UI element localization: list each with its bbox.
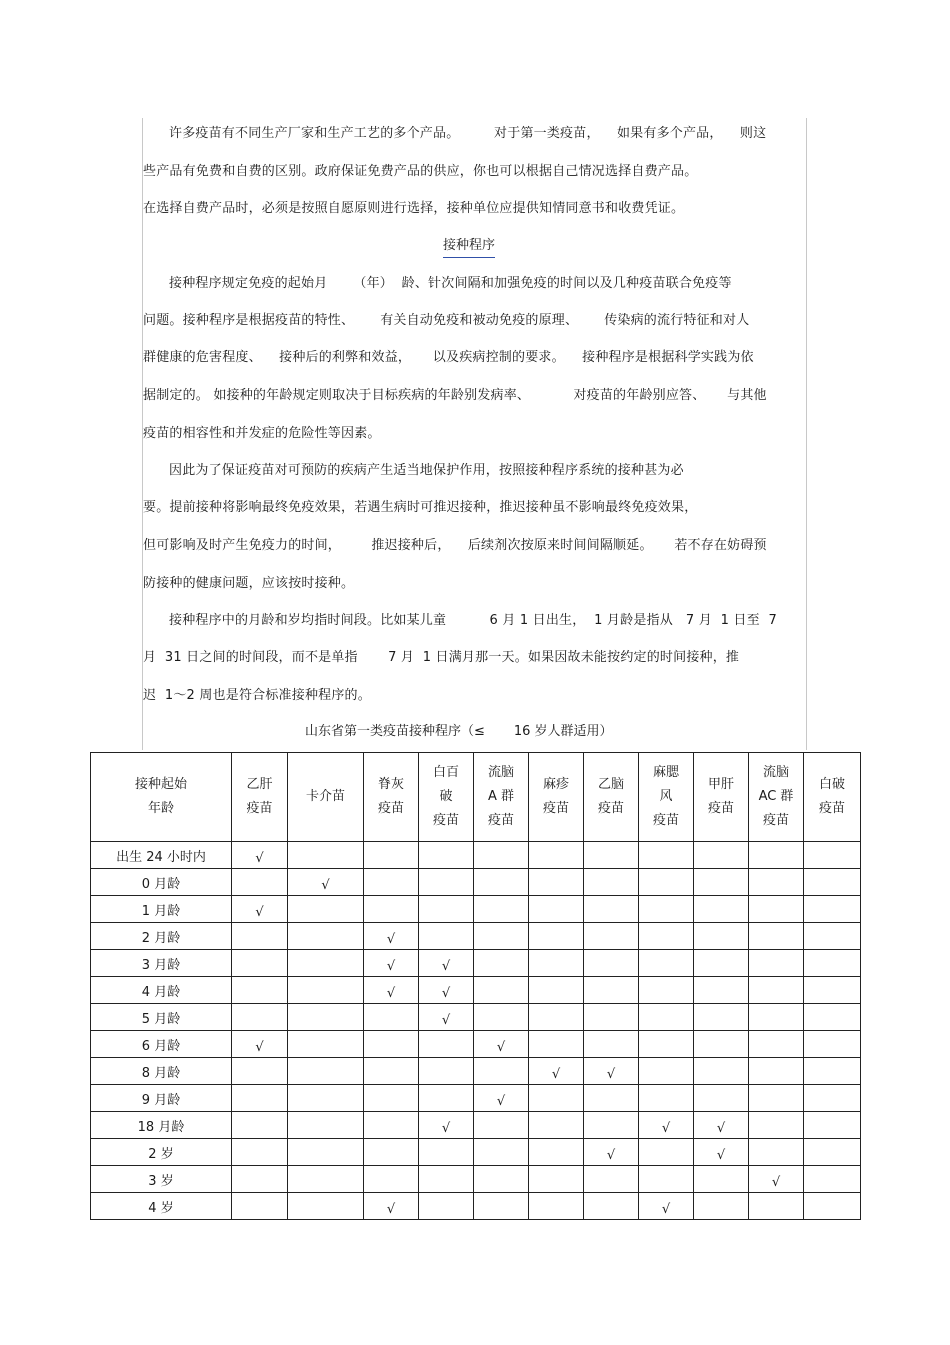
schedule-cell — [639, 1139, 694, 1166]
table-row — [91, 1112, 861, 1139]
schedule-cell — [474, 1193, 529, 1220]
schedule-cell — [288, 1166, 364, 1193]
paragraph-line: 但可影响及时产生免疫力的时间， 推迟接种后， 后续剂次按原来时间间隔顺延。 若不存在妨碍预 — [143, 538, 767, 553]
table-caption: 山东省第一类疫苗接种程序（≤ 16 岁人群适用） — [305, 724, 613, 739]
header-label: 白百 破 疫苗 — [432, 765, 459, 828]
schedule-cell — [419, 1085, 474, 1112]
schedule-cell — [639, 896, 694, 923]
age-cell: 0 月龄 — [91, 869, 232, 896]
schedule-cell — [804, 842, 861, 869]
schedule-cell — [804, 1031, 861, 1058]
schedule-cell — [694, 1004, 749, 1031]
schedule-cell — [288, 977, 364, 1004]
check-mark-icon: √ — [606, 1147, 616, 1163]
schedule-cell — [749, 1004, 804, 1031]
header-label: 流脑 A 群 疫苗 — [487, 765, 515, 828]
schedule-cell — [364, 1004, 419, 1031]
check-mark-icon: √ — [321, 877, 330, 893]
check-mark-icon: √ — [551, 1066, 561, 1082]
schedule-cell — [419, 1058, 474, 1085]
schedule-cell — [639, 1031, 694, 1058]
schedule-cell — [804, 950, 861, 977]
check-mark-icon: √ — [441, 958, 451, 974]
check-mark-icon: √ — [716, 1120, 726, 1136]
header-vaccine — [288, 753, 364, 842]
table-row — [91, 1031, 861, 1058]
paragraph-line: 因此为了保证疫苗对可预防的疾病产生适当地保护作用，按照接种程序系统的接种甚为必 — [143, 463, 684, 478]
schedule-cell — [529, 923, 584, 950]
schedule-cell — [639, 869, 694, 896]
schedule-cell — [584, 896, 639, 923]
table-row — [91, 1166, 861, 1193]
schedule-cell — [694, 1193, 749, 1220]
schedule-cell — [804, 1085, 861, 1112]
schedule-cell — [749, 923, 804, 950]
schedule-cell — [804, 1139, 861, 1166]
header-label: 卡介苗 — [305, 789, 345, 804]
check-mark-icon: √ — [441, 985, 451, 1001]
schedule-cell — [529, 950, 584, 977]
schedule-cell — [749, 842, 804, 869]
schedule-cell — [529, 896, 584, 923]
check-mark-icon: √ — [496, 1093, 506, 1109]
schedule-cell — [419, 1031, 474, 1058]
schedule-cell — [529, 842, 584, 869]
schedule-cell — [474, 869, 529, 896]
schedule-cell — [639, 950, 694, 977]
check-mark-icon: √ — [661, 1120, 671, 1136]
paragraph-line: 许多疫苗有不同生产厂家和生产工艺的多个产品。 对于第一类疫苗， 如果有多个产品， 则这 — [143, 126, 767, 141]
schedule-cell — [474, 842, 529, 869]
schedule-cell — [584, 1139, 639, 1166]
schedule-cell — [232, 1166, 288, 1193]
schedule-cell — [584, 1193, 639, 1220]
section-heading: 接种程序 — [443, 236, 495, 258]
check-mark-icon: √ — [386, 1201, 396, 1217]
schedule-cell — [419, 1193, 474, 1220]
check-mark-icon: √ — [771, 1174, 781, 1190]
check-mark-icon: √ — [441, 1120, 451, 1136]
schedule-cell — [529, 1166, 584, 1193]
table-row — [91, 1004, 861, 1031]
schedule-cell — [419, 1139, 474, 1166]
schedule-cell — [364, 896, 419, 923]
schedule-cell — [804, 896, 861, 923]
schedule-cell — [529, 1112, 584, 1139]
schedule-cell — [749, 1139, 804, 1166]
schedule-cell — [288, 842, 364, 869]
schedule-cell — [474, 923, 529, 950]
schedule-cell — [232, 1058, 288, 1085]
schedule-cell — [288, 1112, 364, 1139]
check-mark-icon: √ — [496, 1039, 506, 1055]
paragraph-line: 要。提前接种将影响最终免疫效果，若遇生病时可推迟接种，推迟接种虽不影响最终免疫效果， — [143, 500, 698, 515]
age-cell: 4 月龄 — [91, 977, 232, 1004]
age-cell: 3 岁 — [91, 1166, 232, 1193]
schedule-cell — [288, 1085, 364, 1112]
schedule-cell — [749, 1193, 804, 1220]
schedule-cell — [288, 896, 364, 923]
schedule-cell — [749, 869, 804, 896]
header-label: 脊灰 疫苗 — [377, 777, 404, 816]
schedule-cell — [232, 869, 288, 896]
table-row — [91, 869, 861, 896]
schedule-cell — [694, 923, 749, 950]
header-vaccine — [474, 753, 529, 842]
table-row — [91, 1139, 861, 1166]
schedule-cell — [804, 1193, 861, 1220]
check-mark-icon: √ — [255, 1039, 264, 1055]
schedule-cell — [364, 923, 419, 950]
age-cell: 3 月龄 — [91, 950, 232, 977]
schedule-cell — [749, 1112, 804, 1139]
schedule-cell — [694, 1031, 749, 1058]
schedule-cell — [804, 977, 861, 1004]
header-label: 白破 疫苗 — [818, 777, 845, 816]
schedule-cell — [474, 977, 529, 1004]
paragraph-line: 疫苗的相容性和并发症的危险性等因素。 — [143, 426, 381, 441]
paragraph-line: 群健康的危害程度、 接种后的利弊和效益， 以及疾病控制的要求。 接种程序是根据科学实践为依 — [143, 350, 754, 365]
schedule-cell — [474, 896, 529, 923]
schedule-cell — [364, 977, 419, 1004]
header-label: 流脑 AC 群 疫苗 — [758, 765, 794, 828]
header-vaccine — [749, 753, 804, 842]
schedule-cell — [749, 896, 804, 923]
schedule-cell — [639, 1193, 694, 1220]
check-mark-icon: √ — [386, 931, 396, 947]
schedule-cell — [749, 1058, 804, 1085]
schedule-cell — [694, 1166, 749, 1193]
schedule-cell — [419, 1112, 474, 1139]
table-row — [91, 1058, 861, 1085]
age-cell: 8 月龄 — [91, 1058, 232, 1085]
header-vaccine — [804, 753, 861, 842]
header-label: 乙肝 疫苗 — [246, 777, 273, 816]
schedule-cell — [529, 977, 584, 1004]
schedule-cell — [474, 1004, 529, 1031]
schedule-cell — [364, 842, 419, 869]
schedule-cell — [474, 1031, 529, 1058]
schedule-cell — [749, 1031, 804, 1058]
schedule-cell — [419, 1004, 474, 1031]
header-label: 麻腮 风 疫苗 — [652, 765, 679, 828]
schedule-cell — [232, 1085, 288, 1112]
schedule-cell — [584, 842, 639, 869]
page-frame-right — [806, 118, 807, 750]
schedule-cell — [474, 1166, 529, 1193]
schedule-cell — [804, 1058, 861, 1085]
schedule-cell — [639, 977, 694, 1004]
schedule-cell — [419, 869, 474, 896]
schedule-cell — [288, 1004, 364, 1031]
schedule-cell — [584, 1085, 639, 1112]
check-mark-icon: √ — [716, 1147, 726, 1163]
schedule-cell — [639, 1166, 694, 1193]
check-mark-icon: √ — [386, 985, 396, 1001]
schedule-cell — [232, 977, 288, 1004]
age-cell: 9 月龄 — [91, 1085, 232, 1112]
schedule-cell — [749, 977, 804, 1004]
schedule-cell — [419, 950, 474, 977]
paragraph-line: 据制定的。 如接种的年龄规定则取决于目标疾病的年龄别发病率、 对疫苗的年龄别应答、 与其他 — [143, 388, 767, 403]
schedule-cell — [694, 1139, 749, 1166]
schedule-cell — [288, 1031, 364, 1058]
table-row — [91, 1085, 861, 1112]
table-header-row — [91, 753, 861, 842]
schedule-cell — [584, 1031, 639, 1058]
header-label: 接种起始 年龄 — [134, 777, 187, 816]
check-mark-icon: √ — [441, 1012, 451, 1028]
schedule-cell — [232, 950, 288, 977]
schedule-cell — [364, 869, 419, 896]
age-cell: 18 月龄 — [91, 1112, 232, 1139]
table-body — [91, 842, 861, 1220]
table-row — [91, 1193, 861, 1220]
schedule-cell — [364, 1085, 419, 1112]
schedule-cell — [694, 977, 749, 1004]
schedule-cell — [419, 923, 474, 950]
paragraph-line: 接种程序规定免疫的起始月 （年） 龄、针次间隔和加强免疫的时间以及几种疫苗联合免疫等 — [143, 276, 732, 291]
schedule-cell — [364, 1139, 419, 1166]
header-start-age — [91, 753, 232, 842]
schedule-cell — [639, 1085, 694, 1112]
schedule-cell — [584, 1058, 639, 1085]
schedule-cell — [232, 1004, 288, 1031]
schedule-cell — [804, 923, 861, 950]
schedule-cell — [529, 869, 584, 896]
schedule-cell — [232, 1112, 288, 1139]
schedule-cell — [364, 1112, 419, 1139]
schedule-cell — [639, 1112, 694, 1139]
check-mark-icon: √ — [661, 1201, 671, 1217]
schedule-cell — [694, 1112, 749, 1139]
schedule-cell — [639, 923, 694, 950]
schedule-cell — [288, 923, 364, 950]
schedule-cell — [749, 950, 804, 977]
schedule-cell — [364, 1193, 419, 1220]
schedule-cell — [288, 1193, 364, 1220]
paragraph-line: 月 31 日之间的时间段，而不是单指 7 月 1 日满月那一天。如果因故未能按约定的时间接种，推 — [143, 650, 740, 665]
schedule-cell — [288, 1058, 364, 1085]
schedule-cell — [419, 1166, 474, 1193]
schedule-cell — [694, 869, 749, 896]
schedule-cell — [749, 1166, 804, 1193]
check-mark-icon: √ — [386, 958, 396, 974]
schedule-cell — [232, 1031, 288, 1058]
schedule-cell — [584, 1004, 639, 1031]
paragraph-line: 接种程序中的月龄和岁均指时间段。比如某儿童 6 月 1 日出生， 1 月龄是指从 7 月 1 日至 7 — [143, 613, 777, 628]
check-mark-icon: √ — [255, 904, 264, 920]
header-label: 麻疹 疫苗 — [542, 777, 569, 816]
schedule-cell — [694, 1085, 749, 1112]
schedule-cell — [694, 842, 749, 869]
table-row — [91, 896, 861, 923]
schedule-cell — [288, 950, 364, 977]
schedule-cell — [639, 842, 694, 869]
check-mark-icon: √ — [606, 1066, 616, 1082]
schedule-cell — [232, 1139, 288, 1166]
header-vaccine — [419, 753, 474, 842]
schedule-cell — [584, 950, 639, 977]
schedule-cell — [529, 1085, 584, 1112]
table-row — [91, 950, 861, 977]
schedule-cell — [232, 842, 288, 869]
schedule-cell — [529, 1058, 584, 1085]
schedule-cell — [804, 869, 861, 896]
schedule-cell — [474, 950, 529, 977]
schedule-cell — [529, 1139, 584, 1166]
paragraph-line: 防接种的健康问题，应该按时接种。 — [143, 576, 355, 591]
schedule-cell — [749, 1085, 804, 1112]
header-vaccine — [529, 753, 584, 842]
paragraph-line: 迟 1～2 周也是符合标准接种程序的。 — [143, 688, 371, 703]
schedule-cell — [529, 1031, 584, 1058]
schedule-cell — [364, 1058, 419, 1085]
table-row — [91, 842, 861, 869]
schedule-cell — [288, 869, 364, 896]
age-cell: 出生 24 小时内 — [91, 842, 232, 869]
schedule-cell — [364, 1031, 419, 1058]
schedule-cell — [804, 1166, 861, 1193]
header-label: 乙脑 疫苗 — [597, 777, 624, 816]
age-cell: 5 月龄 — [91, 1004, 232, 1031]
schedule-cell — [364, 950, 419, 977]
header-vaccine — [364, 753, 419, 842]
schedule-cell — [232, 923, 288, 950]
schedule-cell — [804, 1004, 861, 1031]
schedule-cell — [639, 1058, 694, 1085]
header-vaccine — [232, 753, 288, 842]
age-cell: 4 岁 — [91, 1193, 232, 1220]
schedule-cell — [232, 896, 288, 923]
table-row — [91, 977, 861, 1004]
schedule-cell — [364, 1166, 419, 1193]
header-vaccine — [639, 753, 694, 842]
schedule-cell — [584, 1166, 639, 1193]
schedule-cell — [584, 977, 639, 1004]
table-row — [91, 923, 861, 950]
schedule-cell — [584, 1112, 639, 1139]
vaccination-schedule-table — [90, 752, 861, 1220]
age-cell: 1 月龄 — [91, 896, 232, 923]
paragraph-line: 些产品有免费和自费的区别。政府保证免费产品的供应，你也可以根据自己情况选择自费产品。 — [143, 164, 698, 179]
schedule-cell — [419, 842, 474, 869]
header-label: 甲肝 疫苗 — [707, 777, 734, 816]
schedule-cell — [529, 1004, 584, 1031]
schedule-cell — [474, 1085, 529, 1112]
schedule-cell — [419, 977, 474, 1004]
schedule-cell — [288, 1139, 364, 1166]
schedule-cell — [584, 869, 639, 896]
paragraph-line: 问题。接种程序是根据疫苗的特性、 有关自动免疫和被动免疫的原理、 传染病的流行特征和对人 — [143, 313, 750, 328]
schedule-cell — [639, 1004, 694, 1031]
schedule-cell — [529, 1193, 584, 1220]
schedule-cell — [584, 923, 639, 950]
age-cell: 2 月龄 — [91, 923, 232, 950]
header-vaccine — [694, 753, 749, 842]
schedule-cell — [694, 1058, 749, 1085]
schedule-cell — [804, 1112, 861, 1139]
schedule-cell — [474, 1112, 529, 1139]
schedule-cell — [474, 1139, 529, 1166]
schedule-cell — [419, 896, 474, 923]
age-cell: 2 岁 — [91, 1139, 232, 1166]
schedule-cell — [232, 1193, 288, 1220]
schedule-cell — [694, 896, 749, 923]
paragraph-line: 在选择自费产品时，必须是按照自愿原则进行选择，接种单位应提供知情同意书和收费凭证。 — [143, 201, 685, 216]
schedule-cell — [474, 1058, 529, 1085]
check-mark-icon: √ — [255, 850, 264, 866]
age-cell: 6 月龄 — [91, 1031, 232, 1058]
header-vaccine — [584, 753, 639, 842]
schedule-cell — [694, 950, 749, 977]
